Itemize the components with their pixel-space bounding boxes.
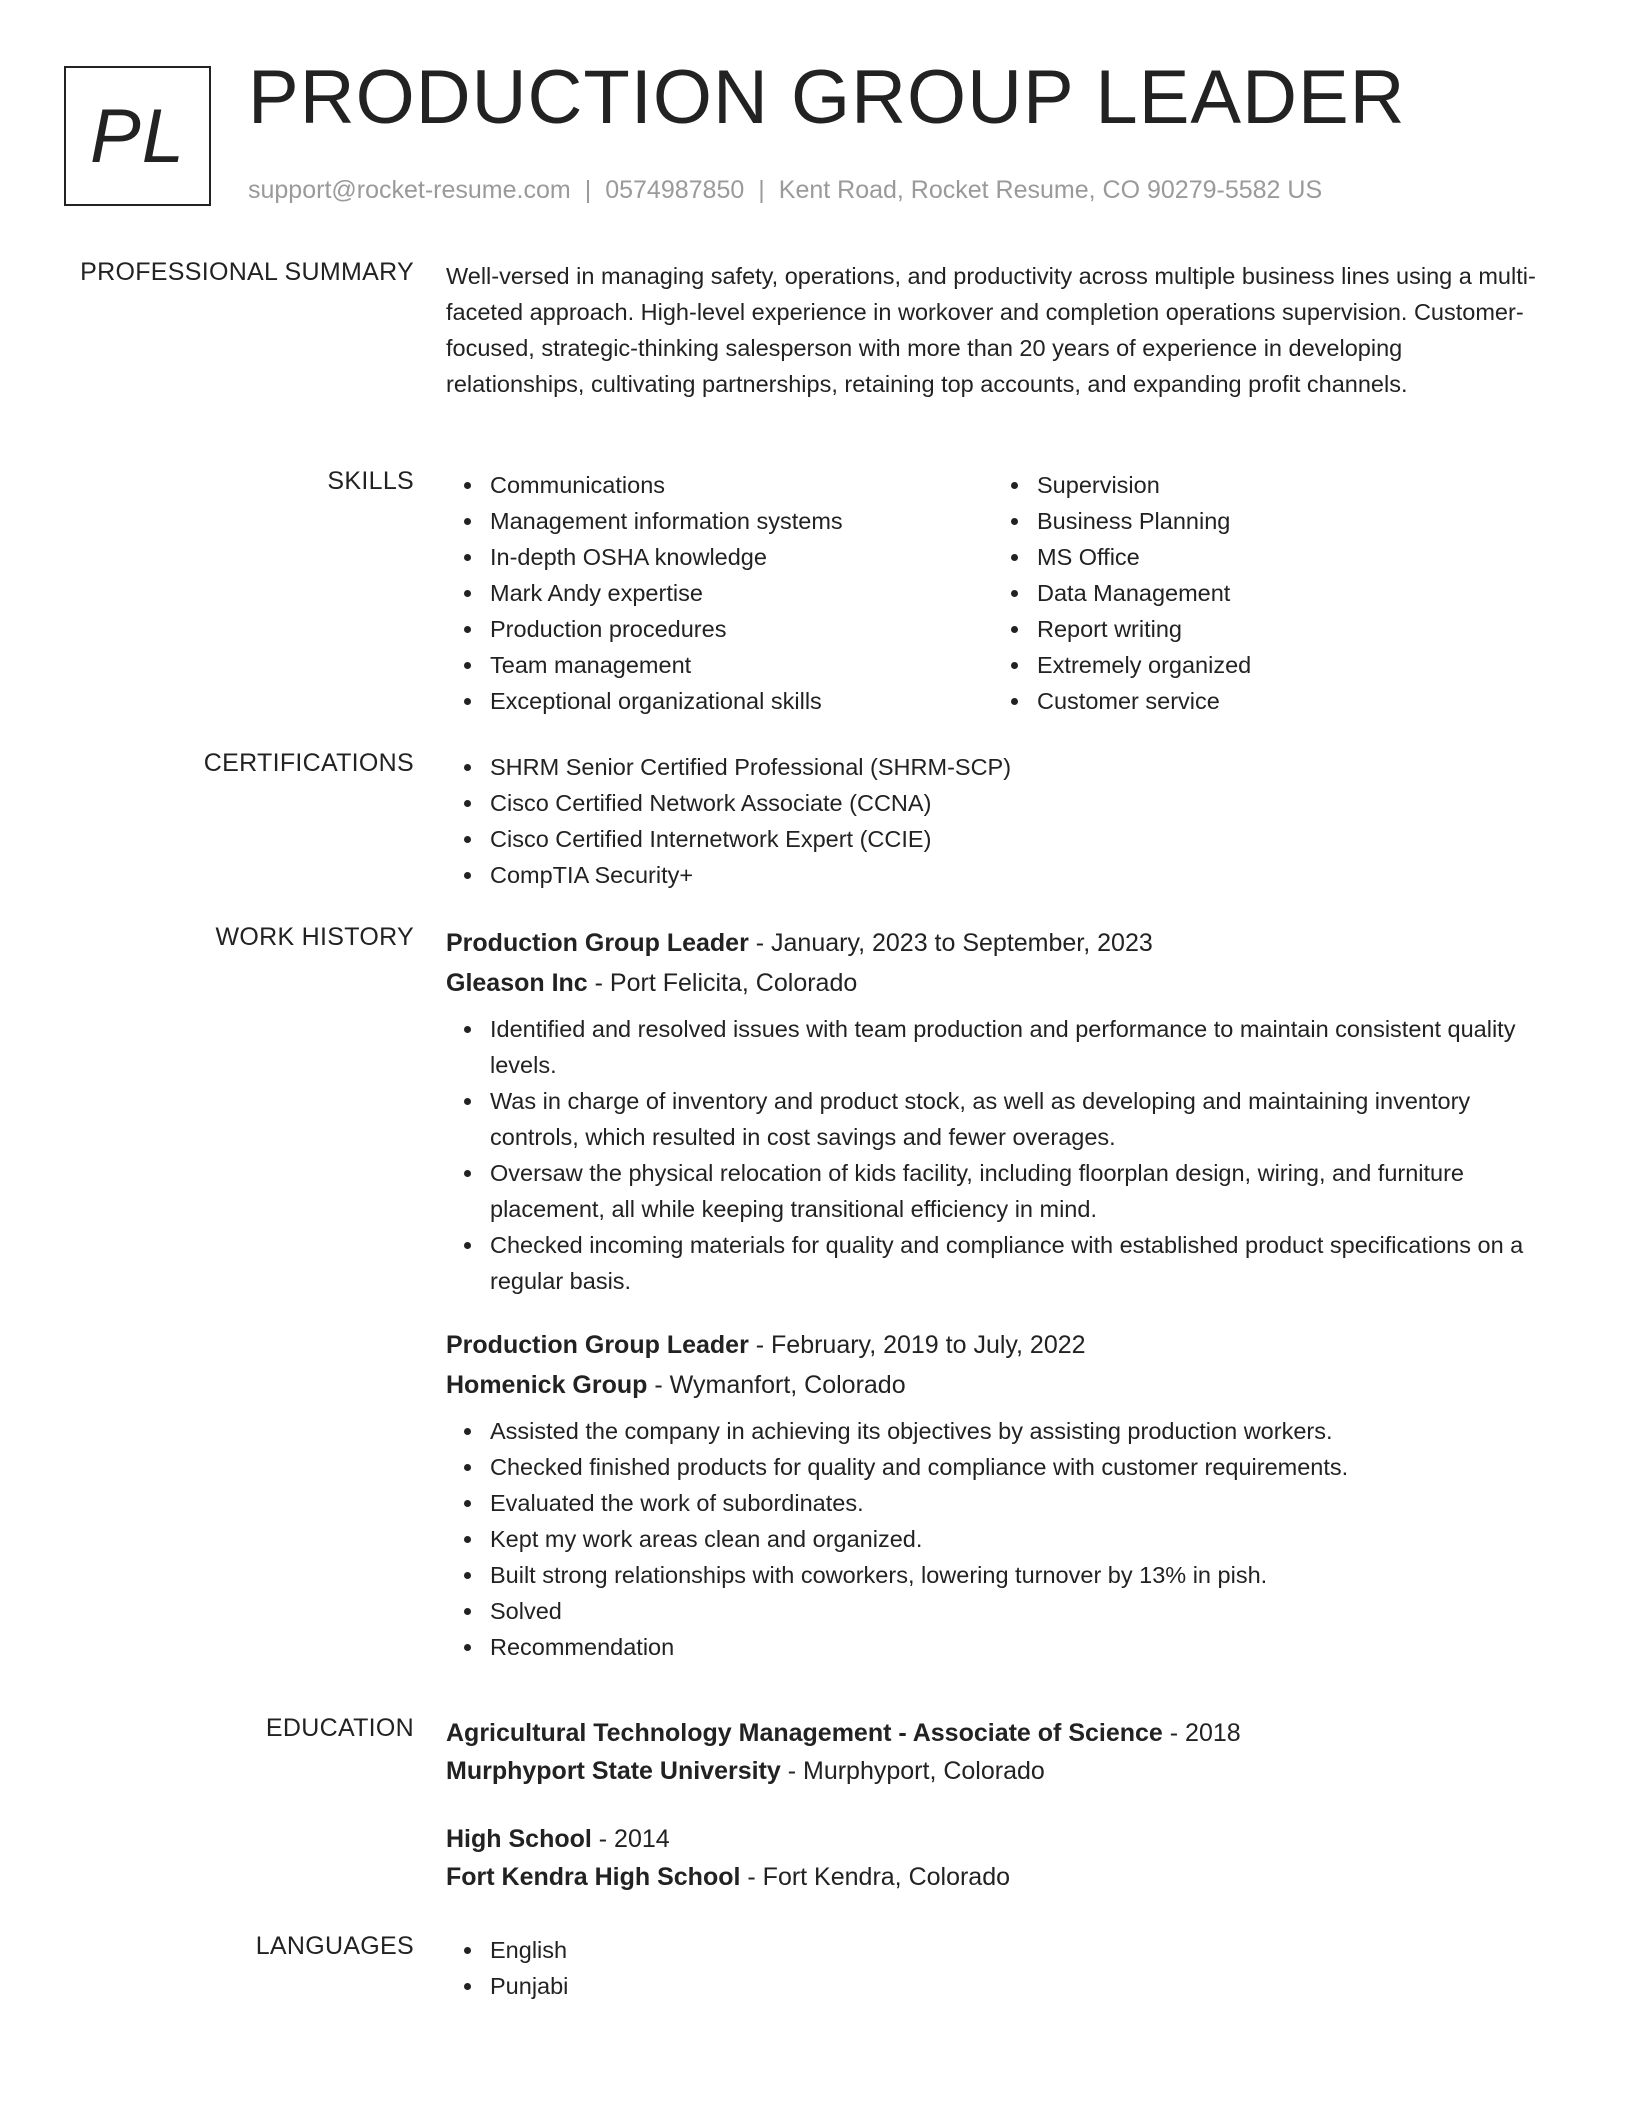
job-entry — [446, 923, 1540, 1299]
skill-item: Management information systems — [446, 503, 993, 539]
skill-item: Production procedures — [446, 611, 993, 647]
skills-body — [446, 467, 1540, 719]
section-label-education: EDUCATION — [265, 1714, 414, 1742]
job-title: Production Group Leader — [446, 929, 749, 957]
section-label-skills: SKILLS — [327, 467, 414, 495]
section-label-languages: LANGUAGES — [255, 1932, 414, 1960]
job-company: Homenick Group — [446, 1371, 648, 1399]
skills-columns — [446, 467, 1540, 719]
certification-item: Cisco Certified Internetwork Expert (CCIE) — [446, 821, 1540, 857]
skill-item: Team management — [446, 647, 993, 683]
education-degree: High School — [446, 1825, 592, 1853]
skill-item: Mark Andy expertise — [446, 575, 993, 611]
skills-list-left — [446, 467, 993, 719]
job-dates: - February, 2019 to July, 2022 — [748, 1331, 1086, 1359]
languages-list — [446, 1932, 1540, 2004]
education-year: - 2014 — [591, 1825, 670, 1853]
contact-separator: | — [758, 176, 765, 204]
job-duty-item: Was in charge of inventory and product stock, as well as developing and maintaining inventory controls, which resulted in cost savings and fewer overages. — [446, 1083, 1540, 1155]
education-location: - Fort Kendra, Colorado — [740, 1863, 1011, 1891]
contact-separator: | — [584, 176, 592, 204]
job-location: - Port Felicita, Colorado — [587, 969, 858, 997]
job-title: Production Group Leader — [446, 1331, 749, 1359]
job-company-line — [446, 1365, 1540, 1405]
education-year: - 2018 — [1162, 1719, 1241, 1747]
contact-email[interactable]: support@rocket-resume.com — [248, 176, 571, 204]
job-duty-item: Assisted the company in achieving its objectives by assisting production workers. — [446, 1413, 1540, 1449]
skills-list-right — [993, 467, 1540, 719]
job-duty-item: Solved — [446, 1593, 1540, 1629]
skill-item: Data Management — [993, 575, 1540, 611]
job-duty-item: Checked finished products for quality and compliance with customer requirements. — [446, 1449, 1540, 1485]
job-entry — [446, 1325, 1540, 1665]
education-entry — [446, 1820, 1540, 1896]
skill-item: Customer service — [993, 683, 1540, 719]
job-duty-item: Kept my work areas clean and organized. — [446, 1521, 1540, 1557]
education-degree-line — [446, 1820, 1540, 1858]
skill-item: In-depth OSHA knowledge — [446, 539, 993, 575]
skill-item: Business Planning — [993, 503, 1540, 539]
job-duty-item: Built strong relationships with coworkers, lowering turnover by 13% in pish. — [446, 1557, 1540, 1593]
summary-text: Well-versed in managing safety, operations, and productivity across multiple business lines using a multi-faceted approach. High-level experience in workover and completion operations supervision. Customer-focused, strategic-thinking salesperson with more than 20 years of experience in developing relationships, cultivating partnerships, retaining top accounts, and expanding profit channels. — [446, 263, 1536, 397]
job-duties-list — [446, 1011, 1540, 1299]
education-school: Murphyport State University — [446, 1757, 781, 1785]
resume-title: PRODUCTION GROUP LEADER — [248, 55, 1406, 140]
contact-line — [248, 176, 1322, 205]
education-body — [446, 1714, 1540, 1926]
language-item: Punjabi — [446, 1968, 1540, 2004]
certification-item: Cisco Certified Network Associate (CCNA) — [446, 785, 1540, 821]
job-duties-list — [446, 1413, 1540, 1665]
job-duty-item: Recommendation — [446, 1629, 1540, 1665]
job-title-line — [446, 923, 1540, 963]
certification-item: CompTIA Security+ — [446, 857, 1540, 893]
skill-item: Exceptional organizational skills — [446, 683, 993, 719]
job-company-line — [446, 963, 1540, 1003]
work-history-body — [446, 923, 1540, 1691]
section-label-work-history: WORK HISTORY — [215, 923, 414, 951]
education-school: Fort Kendra High School — [446, 1863, 741, 1891]
certifications-list — [446, 749, 1540, 893]
job-dates: - January, 2023 to September, 2023 — [748, 929, 1153, 957]
job-company: Gleason Inc — [446, 969, 588, 997]
job-duty-item: Evaluated the work of subordinates. — [446, 1485, 1540, 1521]
initials-logo: PL — [64, 66, 211, 206]
job-duty-item: Oversaw the physical relocation of kids facility, including floorplan design, wiring, and furniture placement, all while keeping transitional efficiency in mind. — [446, 1155, 1540, 1227]
job-duty-item: Checked incoming materials for quality and compliance with established product specifications on a regular basis. — [446, 1227, 1540, 1299]
skill-item: Extremely organized — [993, 647, 1540, 683]
section-label-summary: PROFESSIONAL SUMMARY — [80, 258, 414, 286]
certification-item: SHRM Senior Certified Professional (SHRM-SCP) — [446, 749, 1540, 785]
education-degree: Agricultural Technology Management - Associate of Science — [446, 1719, 1163, 1747]
skill-item: MS Office — [993, 539, 1540, 575]
skill-item: Communications — [446, 467, 993, 503]
education-school-line — [446, 1752, 1540, 1790]
section-label-certifications: CERTIFICATIONS — [203, 749, 414, 777]
education-entry — [446, 1714, 1540, 1790]
certifications-body — [446, 749, 1540, 893]
education-degree-line — [446, 1714, 1540, 1752]
contact-phone: 0574987850 — [605, 176, 745, 204]
job-location: - Wymanfort, Colorado — [647, 1371, 906, 1399]
contact-address: Kent Road, Rocket Resume, CO 90279-5582 US — [778, 176, 1323, 204]
education-location: - Murphyport, Colorado — [780, 1757, 1045, 1785]
language-item: English — [446, 1932, 1540, 1968]
education-school-line — [446, 1858, 1540, 1896]
job-duty-item: Identified and resolved issues with team production and performance to maintain consistent quality levels. — [446, 1011, 1540, 1083]
skill-item: Report writing — [993, 611, 1540, 647]
languages-body — [446, 1932, 1540, 2004]
skill-item: Supervision — [993, 467, 1540, 503]
job-title-line — [446, 1325, 1540, 1365]
